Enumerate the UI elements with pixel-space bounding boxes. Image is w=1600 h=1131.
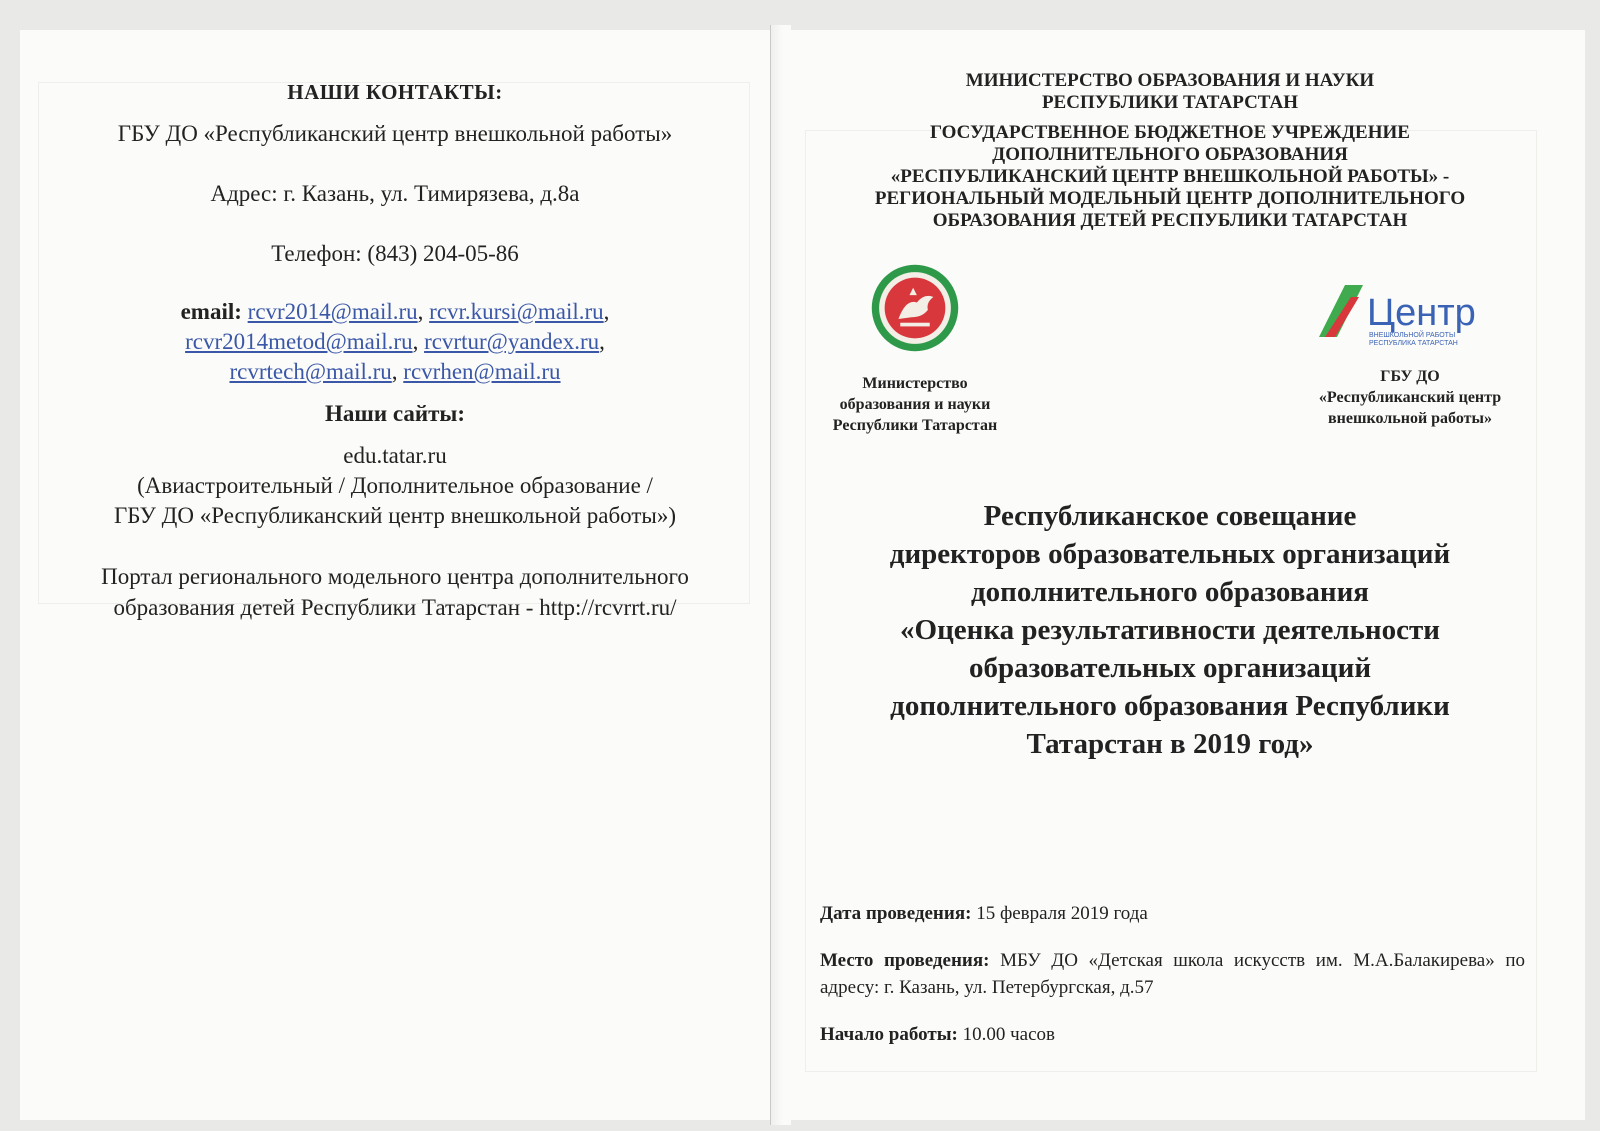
title-line: Татарстан в 2019 год» bbox=[1026, 728, 1314, 760]
ministry-line-1: МИНИСТЕРСТВО ОБРАЗОВАНИЯ И НАУКИ bbox=[965, 70, 1375, 91]
email-link[interactable]: rcvrtur@yandex.ru bbox=[424, 329, 600, 354]
cover-panel bbox=[800, 70, 1540, 763]
center-logo-subtext: РЕСПУБЛИКА ТАТАРСТАН bbox=[1369, 340, 1458, 347]
email-link[interactable]: rcvr2014metod@mail.ru bbox=[185, 329, 413, 354]
center-logo-icon bbox=[1315, 277, 1505, 347]
ministry-header bbox=[800, 70, 1540, 114]
portal-line-1: Портал регионального модельного центра дополнительного bbox=[101, 564, 689, 589]
center-logo-subtext: ВНЕШКОЛЬНОЙ РАБОТЫ bbox=[1369, 332, 1456, 339]
center-caption-line: ГБУ ДО bbox=[1380, 368, 1440, 385]
org-name: ГБУ ДО «Республиканский центр внешкольной работы» bbox=[117, 121, 673, 146]
site-url[interactable]: edu.tatar.ru bbox=[343, 443, 447, 468]
date-label: Дата проведения: bbox=[820, 903, 972, 924]
title-line: образовательных организаций bbox=[968, 652, 1372, 684]
email-label: email: bbox=[180, 299, 242, 324]
tatarstan-emblem-icon bbox=[869, 262, 961, 354]
ministry-line-2: РЕСПУБЛИКИ ТАТАРСТАН bbox=[1041, 92, 1299, 113]
email-link[interactable]: rcvr2014@mail.ru bbox=[247, 299, 418, 324]
title-line: «Оценка результативности деятельности bbox=[900, 614, 1440, 646]
date-value: 15 февраля 2019 года bbox=[976, 903, 1148, 924]
address: Адрес: г. Казань, ул. Тимирязева, д.8а bbox=[210, 181, 580, 206]
conference-title bbox=[800, 497, 1540, 763]
gbu-line-3: «РЕСПУБЛИКАНСКИЙ ЦЕНТР ВНЕШКОЛЬНОЙ РАБОТЫ» - bbox=[890, 166, 1450, 187]
emblem-caption-line: образования и науки bbox=[839, 396, 991, 413]
contacts-panel bbox=[30, 80, 760, 623]
center-logo-caption bbox=[1295, 366, 1525, 429]
gbu-line-1: ГОСУДАРСТВЕННОЕ БЮДЖЕТНОЕ УЧРЕЖДЕНИЕ bbox=[930, 122, 1410, 143]
center-caption-line: внешкольной работы» bbox=[1328, 410, 1492, 427]
emblem-caption-line: Министерство bbox=[862, 375, 968, 392]
sites-title: Наши сайты: bbox=[325, 401, 465, 426]
event-details bbox=[820, 900, 1525, 1068]
gbu-line-4: РЕГИОНАЛЬНЫЙ МОДЕЛЬНЫЙ ЦЕНТР ДОПОЛНИТЕЛЬНОГО bbox=[874, 188, 1466, 209]
site-path-line-1: (Авиастроительный / Дополнительное образование / bbox=[137, 473, 653, 498]
logos-row bbox=[800, 262, 1540, 497]
ministry-logo-block bbox=[810, 262, 1020, 436]
title-line: дополнительного образования Республики bbox=[890, 690, 1450, 722]
contacts-title: НАШИ КОНТАКТЫ: bbox=[287, 80, 503, 104]
email-link[interactable]: rcvrhen@mail.ru bbox=[403, 359, 561, 384]
title-line: дополнительного образования bbox=[971, 576, 1369, 608]
ministry-logo-caption bbox=[810, 373, 1020, 436]
center-logo-block bbox=[1295, 277, 1525, 429]
site-path-line-2: ГБУ ДО «Республиканский центр внешкольной работы») bbox=[113, 503, 677, 528]
email-list: email: rcvr2014@mail.ru, rcvr.kursi@mail.ru, rcvr2014metod@mail.ru, rcvrtur@yandex.ru, rcvrtech@mail.ru, rcvrhen@mail.ru bbox=[180, 299, 610, 384]
place-label: Место проведения: bbox=[820, 950, 990, 971]
fold-line bbox=[770, 25, 791, 1125]
event-place bbox=[820, 947, 1525, 1001]
place-value: МБУ ДО «Детская школа искусств им. М.А.Балакирева» по адресу: г. Казань, ул. Петербургская, д.57 bbox=[820, 950, 1525, 998]
gbu-header bbox=[800, 122, 1540, 232]
emblem-caption-line: Республики Татарстан bbox=[832, 417, 998, 434]
gbu-line-5: ОБРАЗОВАНИЯ ДЕТЕЙ РЕСПУБЛИКИ ТАТАРСТАН bbox=[932, 210, 1408, 231]
event-date bbox=[820, 900, 1525, 927]
center-logo-text: Центр bbox=[1367, 292, 1476, 334]
title-line: Республиканское совещание bbox=[983, 500, 1357, 532]
start-value: 10.00 часов bbox=[962, 1024, 1056, 1045]
email-link[interactable]: rcvr.kursi@mail.ru bbox=[429, 299, 604, 324]
event-start bbox=[820, 1021, 1525, 1048]
portal-line-2: образования детей Республики Татарстан - http://rcvrrt.ru/ bbox=[113, 595, 677, 620]
start-label: Начало работы: bbox=[820, 1024, 958, 1045]
center-caption-line: «Республиканский центр bbox=[1318, 389, 1502, 406]
gbu-line-2: ДОПОЛНИТЕЛЬНОГО ОБРАЗОВАНИЯ bbox=[992, 144, 1348, 165]
phone: Телефон: (843) 204-05-86 bbox=[271, 241, 519, 266]
email-link[interactable]: rcvrtech@mail.ru bbox=[229, 359, 392, 384]
title-line: директоров образовательных организаций bbox=[889, 538, 1451, 570]
portal-info bbox=[30, 561, 760, 623]
